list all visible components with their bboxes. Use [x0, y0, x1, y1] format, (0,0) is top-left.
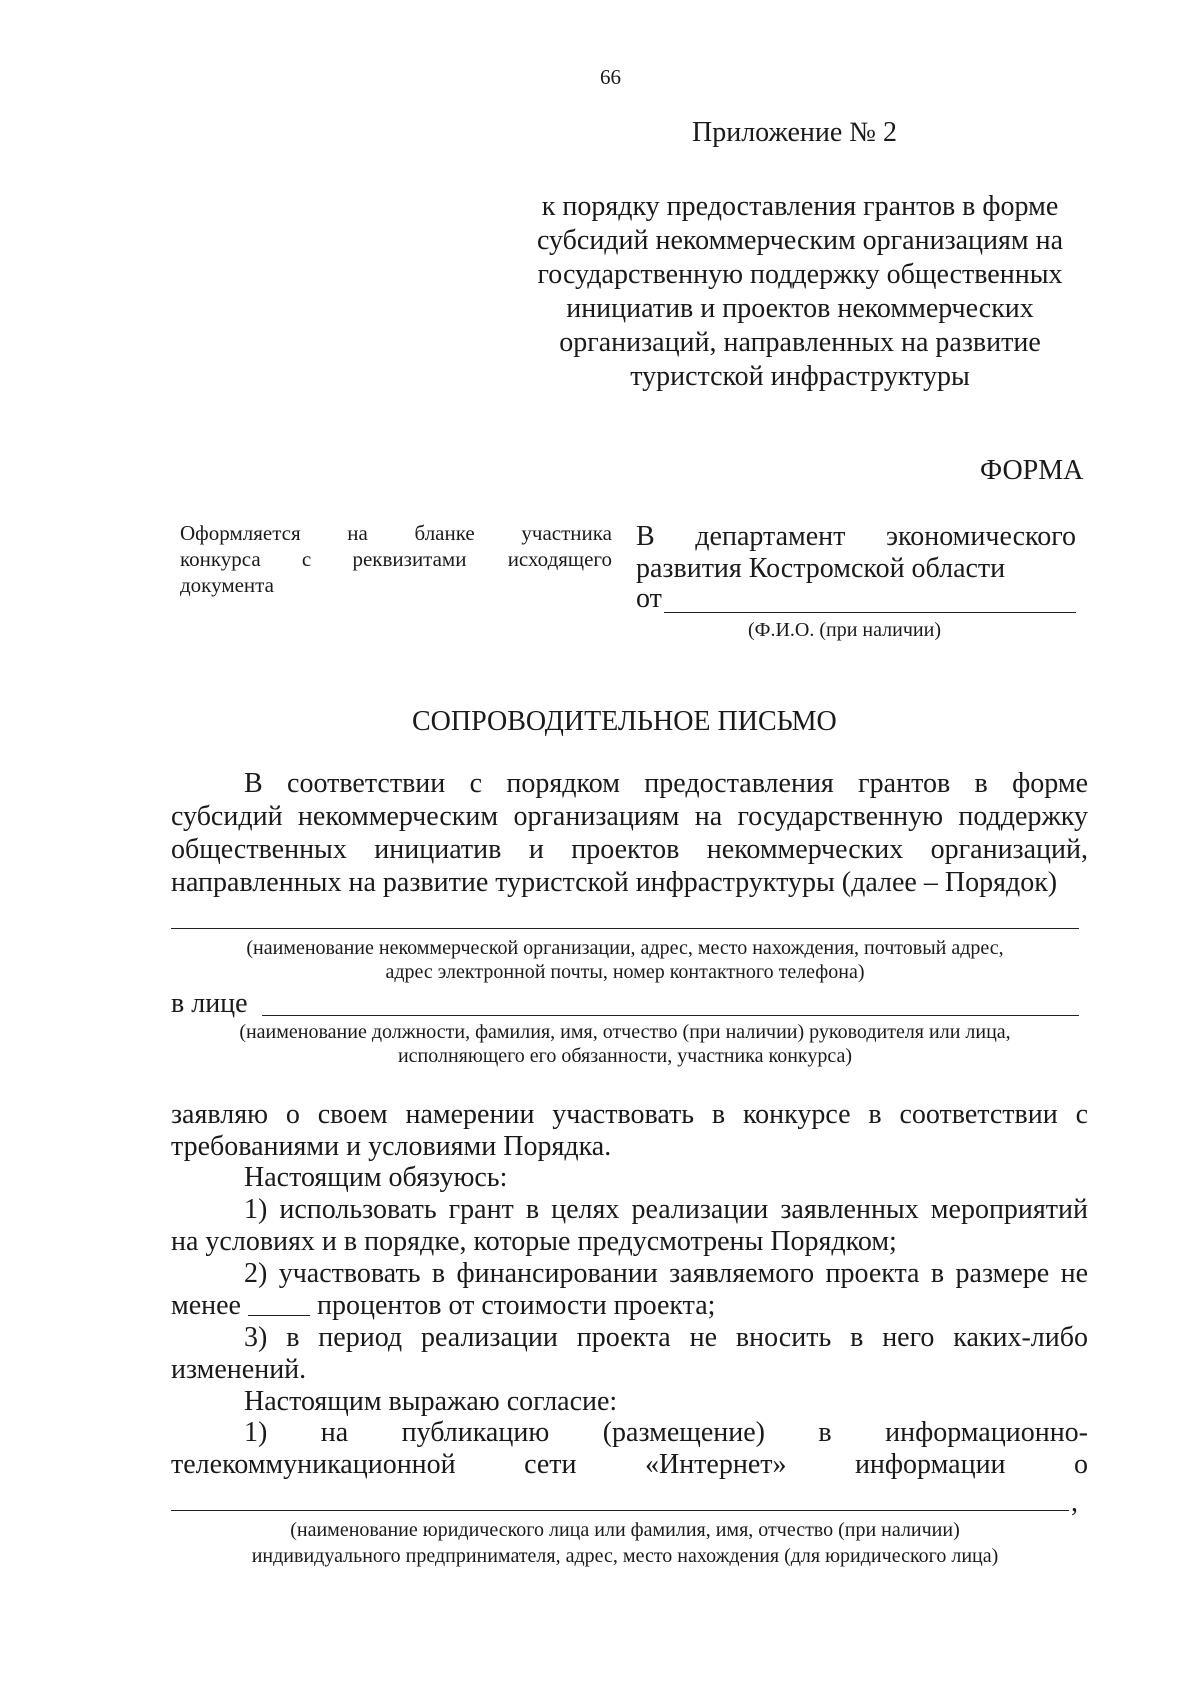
intro-line: В соответствии с порядком предоставления грантов в форме	[244, 768, 1088, 799]
intro-line: направленных на развитие туристской инфраструктуры (далее – Порядок)	[171, 867, 1058, 898]
person-label: в лице	[171, 988, 248, 1019]
appendix-line: субсидий некоммерческим организациям на	[536, 225, 1064, 256]
declare-line: заявляю о своем намерении участвовать в конкурсе в соответствии с	[171, 1099, 1088, 1130]
consent-line: 1) на публикацию (размещение) в информационно-	[244, 1417, 1088, 1448]
letter-title: СОПРОВОДИТЕЛЬНОЕ ПИСЬМО	[412, 706, 837, 737]
form-label: ФОРМА	[980, 455, 1084, 486]
entity-blank-line	[171, 1510, 1069, 1511]
percent-blank-line	[248, 1291, 310, 1316]
addressee-line: В департамент экономического	[636, 521, 1076, 552]
declare-line: требованиями и условиями Порядка.	[171, 1131, 612, 1162]
entity-caption: (наименование юридического лица или фамилия, имя, отчество (при наличии)	[290, 1519, 960, 1541]
from-label: от	[636, 583, 662, 614]
oblige-item-3-cont: изменений.	[171, 1354, 307, 1385]
organization-blank-line	[171, 928, 1079, 929]
left-note-line: конкурса с реквизитами исходящего	[180, 547, 612, 571]
consent-title: Настоящим выражаю согласие:	[244, 1386, 618, 1417]
appendix-line: инициатив и проектов некоммерческих	[566, 293, 1034, 324]
from-caption: (Ф.И.О. (при наличии)	[748, 619, 941, 641]
appendix-line: организаций, направленных на развитие	[559, 327, 1041, 358]
person-blank-line	[262, 1015, 1079, 1016]
addressee-line: развития Костромской области	[636, 553, 1006, 584]
oblige-item-1-cont: на условиях и в порядке, которые предусмотрены Порядком;	[171, 1226, 897, 1257]
appendix-title: Приложение № 2	[692, 117, 897, 148]
oblige-title: Настоящим обязуюсь:	[244, 1162, 508, 1193]
appendix-line: государственную поддержку общественных	[537, 259, 1063, 290]
person-caption: (наименование должности, фамилия, имя, отчество (при наличии) руководителя или лица,	[239, 1021, 1011, 1043]
left-note-line: документа	[180, 573, 274, 597]
oblige-item-2-suffix: процентов от стоимости проекта;	[317, 1290, 716, 1321]
left-note-line: Оформляется на бланке участника	[180, 521, 612, 545]
oblige-item-2: 2) участвовать в финансировании заявляемого проекта в размере не	[244, 1258, 1088, 1289]
person-caption: исполняющего его обязанности, участника конкурса)	[397, 1045, 853, 1067]
oblige-item-1: 1) использовать грант в целях реализации заявленных мероприятий	[244, 1194, 1088, 1225]
from-blank-line	[664, 612, 1076, 613]
organization-caption: (наименование некоммерческой организации, адрес, место нахождения, почтовый адрес,	[246, 937, 1004, 959]
oblige-item-2-prefix: менее	[171, 1290, 241, 1321]
entity-blank-comma: ,	[1071, 1487, 1078, 1518]
appendix-line: туристской инфраструктуры	[630, 361, 970, 392]
appendix-line: к порядку предоставления грантов в форме	[541, 191, 1059, 222]
intro-line: общественных инициатив и проектов некоммерческих организаций,	[171, 834, 1088, 865]
oblige-item-2-cont	[171, 1289, 715, 1323]
entity-caption: индивидуального предпринимателя, адрес, место нахождения (для юридического лица)	[251, 1545, 999, 1567]
oblige-item-3: 3) в период реализации проекта не вносить в него каких-либо	[244, 1322, 1088, 1353]
intro-line: субсидий некоммерческим организациям на государственную поддержку	[171, 801, 1088, 832]
organization-caption: адрес электронной почты, номер контактного телефона)	[385, 961, 865, 983]
consent-line: телекоммуникационной сети «Интернет» информации о	[171, 1449, 1088, 1480]
page-number: 66	[600, 65, 621, 89]
